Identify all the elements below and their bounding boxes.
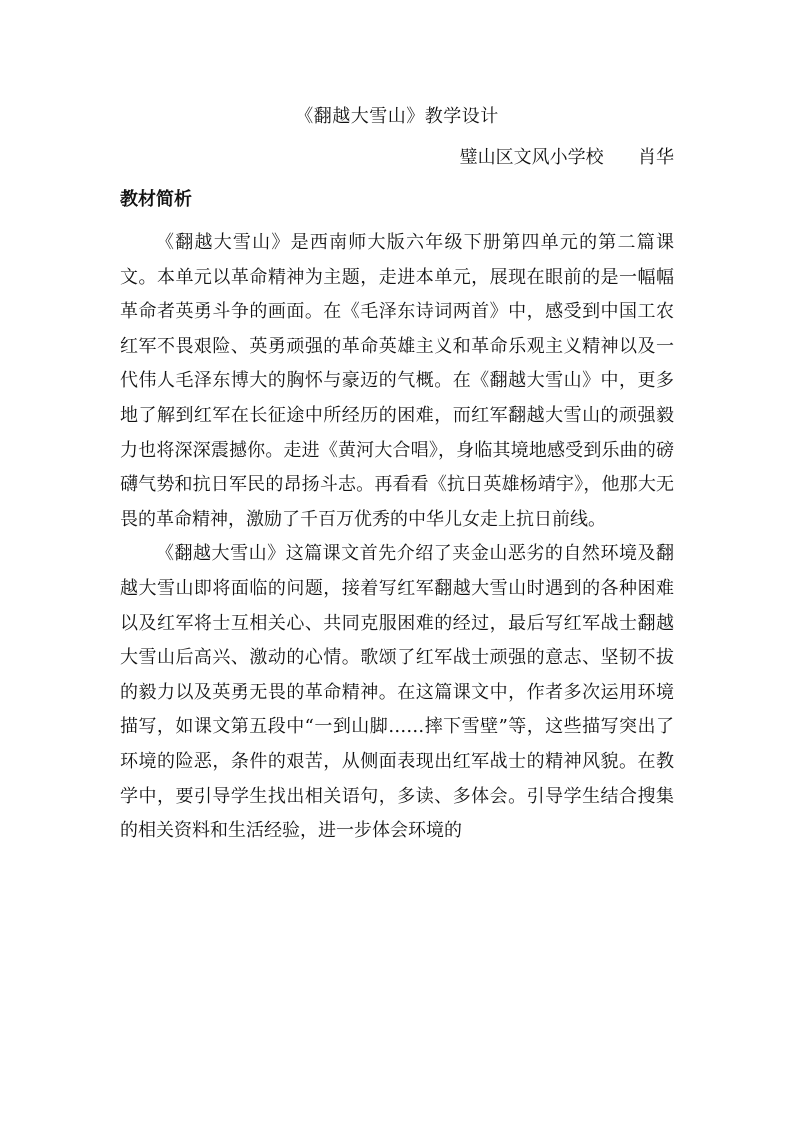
author-byline: 璧山区文风小学校 肖华 bbox=[459, 147, 674, 168]
section-heading: 教材简析 bbox=[120, 189, 192, 210]
document-title: 《翻越大雪山》教学设计 bbox=[295, 106, 499, 127]
body-text bbox=[120, 226, 674, 849]
paragraph: 《翻越大雪山》这篇课文首先介绍了夹金山恶劣的自然环境及翻越大雪山即将面临的问题，接着写红军翻越大雪山时遇到的各种困难以及红军将士互相关心、共同克服困难的经过，最后写红军战士翻越大雪山后高兴、激动的心情。歌颂了红军战士顽强的意志、坚韧不拔的毅力以及英勇无畏的革命精神。在这篇课文中，作者多次运用环境描写，如课文第五段中“一到山脚……摔下雪壁”等，这些描写突出了环境的险恶，条件的艰苦，从侧面表现出红军战士的精神风貌。在教学中，要引导学生找出相关语句，多读、多体会。引导学生结合搜集的相关资料和生活经验，进一步体会环境的 bbox=[120, 543, 674, 842]
paragraph: 《翻越大雪山》是西南师大版六年级下册第四单元的第二篇课文。本单元以革命精神为主题，走进本单元，展现在眼前的是一幅幅革命者英勇斗争的画面。在《毛泽东诗词两首》中，感受到中国工农红军不畏艰险、英勇顽强的革命英雄主义和革命乐观主义精神以及一代伟人毛泽东博大的胸怀与豪迈的气概。在《翻越大雪山》中，更多地了解到红军在长征途中所经历的困难，而红军翻越大雪山的顽强毅力也将深深震撼你。走进《黄河大合唱》，身临其境地感受到乐曲的磅礴气势和抗日军民的昂扬斗志。再看看《抗日英雄杨靖宇》，他那大无畏的革命精神，激励了千百万优秀的中华儿女走上抗日前线。 bbox=[120, 232, 674, 530]
